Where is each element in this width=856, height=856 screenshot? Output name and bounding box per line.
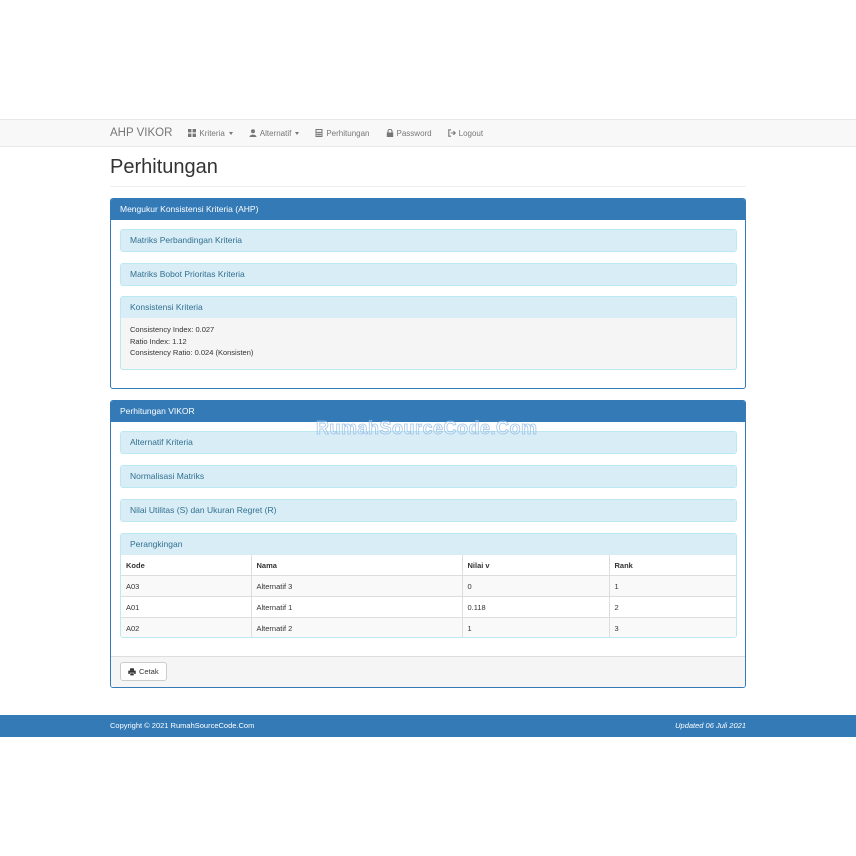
ahp-panel-heading: Mengukur Konsistensi Kriteria (AHP) xyxy=(111,199,745,220)
section-heading[interactable]: Matriks Perbandingan Kriteria xyxy=(121,230,736,251)
print-button[interactable] xyxy=(120,662,167,681)
col-header-nilai-v: Nilai v xyxy=(462,555,609,576)
cell-kode: A02 xyxy=(121,618,251,639)
nav-item-label: Logout xyxy=(458,128,484,138)
cell-rank: 2 xyxy=(609,597,736,618)
nav-item-label: Password xyxy=(396,128,432,138)
section-heading[interactable]: Nilai Utilitas (S) dan Ukuran Regret (R) xyxy=(121,500,736,521)
cell-nama: Alternatif 3 xyxy=(251,576,462,597)
consistency-body xyxy=(121,318,736,365)
navbar xyxy=(0,119,856,147)
cell-kode: A01 xyxy=(121,597,251,618)
log-out-icon xyxy=(448,129,456,137)
nav-item-alternatif[interactable] xyxy=(249,129,300,138)
nav-item-kriteria[interactable] xyxy=(188,129,232,138)
table-row xyxy=(121,597,736,618)
print-button-label: Cetak xyxy=(139,667,159,676)
calculator-icon xyxy=(315,129,323,137)
cell-nama: Alternatif 2 xyxy=(251,618,462,639)
cell-nilai-v: 1 xyxy=(462,618,609,639)
consistency-index: Consistency Index: 0.027 xyxy=(130,325,215,334)
th-large-icon xyxy=(188,129,196,137)
section-heading[interactable]: Normalisasi Matriks xyxy=(121,466,736,487)
section-nilai-utilitas[interactable] xyxy=(120,499,737,522)
vikor-panel xyxy=(110,400,746,688)
section-heading[interactable]: Alternatif Kriteria xyxy=(121,432,736,453)
nav-item-label: Perhitungan xyxy=(326,128,370,138)
section-perangkingan xyxy=(120,533,737,638)
ranking-table xyxy=(121,555,736,638)
caret-down-icon xyxy=(295,132,299,135)
section-heading[interactable]: Matriks Bobot Prioritas Kriteria xyxy=(121,264,736,285)
cell-nama: Alternatif 1 xyxy=(251,597,462,618)
col-header-nama: Nama xyxy=(251,555,462,576)
section-konsistensi xyxy=(120,296,737,370)
nav-item-label: Alternatif xyxy=(259,128,292,138)
table-row xyxy=(121,618,736,639)
cell-nilai-v: 0.118 xyxy=(462,597,609,618)
vikor-panel-heading: Perhitungan VIKOR xyxy=(111,401,745,422)
navbar-brand[interactable]: AHP VIKOR xyxy=(110,127,173,139)
ahp-panel xyxy=(110,198,746,389)
ratio-index: Ratio Index: 1.12 xyxy=(130,336,187,346)
footer-updated: Updated 06 Juli 2021 xyxy=(675,721,746,730)
section-matriks-bobot[interactable] xyxy=(120,263,737,286)
page-footer xyxy=(0,715,856,737)
table-header-row xyxy=(121,555,736,576)
page-title: Perhitungan xyxy=(110,156,218,178)
caret-down-icon xyxy=(229,132,233,135)
nav-item-password[interactable] xyxy=(386,129,432,138)
cell-rank: 1 xyxy=(609,576,736,597)
lock-icon xyxy=(386,129,394,137)
title-divider xyxy=(110,186,746,187)
footer-copyright: Copyright © 2021 RumahSourceCode.Com xyxy=(110,721,255,730)
section-heading[interactable]: Perangkingan xyxy=(121,534,736,555)
table-row xyxy=(121,576,736,597)
section-alternatif-kriteria[interactable] xyxy=(120,431,737,454)
nav-item-logout[interactable] xyxy=(448,129,483,138)
navbar-inner xyxy=(110,120,499,146)
user-icon xyxy=(249,129,257,137)
cell-nilai-v: 0 xyxy=(462,576,609,597)
col-header-kode: Kode xyxy=(121,555,251,576)
cell-rank: 3 xyxy=(609,618,736,639)
consistency-ratio: Consistency Ratio: 0.024 (Konsisten) xyxy=(130,348,254,357)
section-heading[interactable]: Konsistensi Kriteria xyxy=(121,297,736,318)
section-matriks-perbandingan[interactable] xyxy=(120,229,737,252)
print-icon xyxy=(128,668,136,676)
cell-kode: A03 xyxy=(121,576,251,597)
nav-item-label: Kriteria xyxy=(199,128,225,138)
section-normalisasi[interactable] xyxy=(120,465,737,488)
col-header-rank: Rank xyxy=(609,555,736,576)
vikor-panel-footer xyxy=(111,656,745,687)
nav-item-perhitungan[interactable] xyxy=(315,129,369,138)
